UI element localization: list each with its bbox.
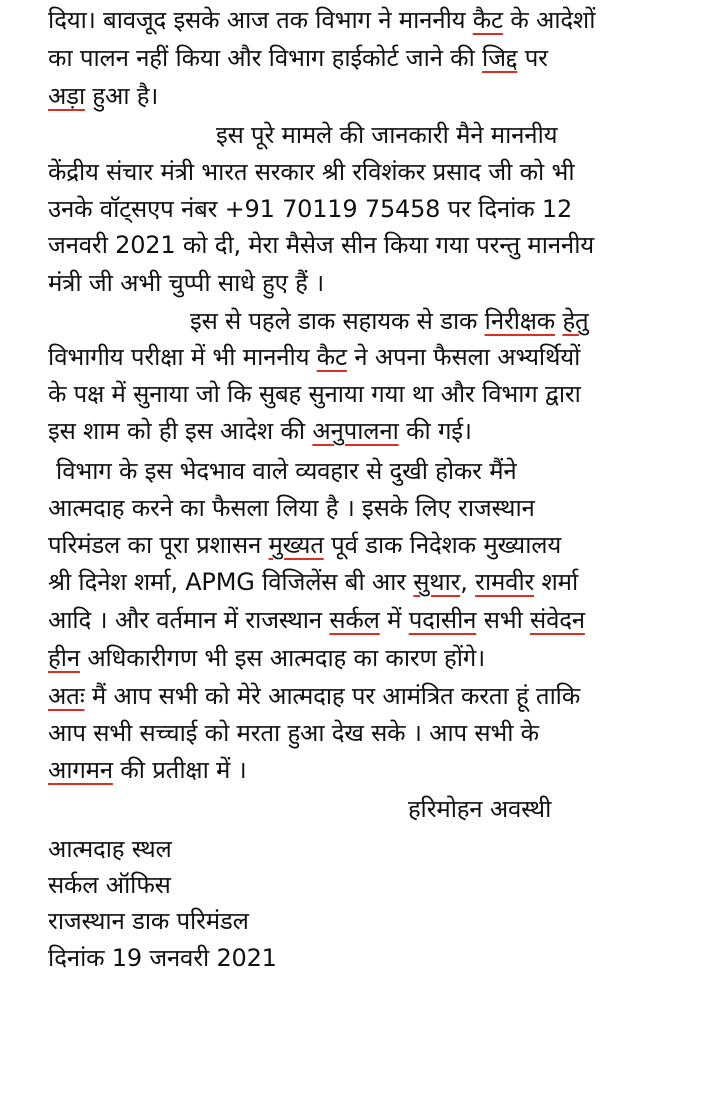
letter-line xyxy=(48,642,485,676)
text-run: जनवरी 2021 को दी, मेरा मैसेज सीन किया गया परन्तु माननीय xyxy=(48,231,594,259)
text-run: आत्मदाह करने का फैसला लिया है । इसके लिए राजस्थान xyxy=(48,494,535,522)
venue-circle xyxy=(48,905,249,939)
spellcheck-flagged-word: आगमन xyxy=(48,756,113,784)
text-run: हरिमोहन अवस्थी xyxy=(408,795,552,823)
letter-line xyxy=(48,680,580,714)
spellcheck-flagged-word: अड़ा xyxy=(48,82,85,110)
text-run: की गई। xyxy=(398,417,472,445)
letter-line xyxy=(56,455,516,489)
text-run: पर xyxy=(517,44,548,72)
signature-name xyxy=(408,793,551,827)
text-run: विभागीय परीक्षा में भी माननीय xyxy=(48,343,317,371)
text-run: इस पूरे मामले की जानकारी मैने माननीय xyxy=(216,121,558,149)
text-run: दिनांक 19 जनवरी 2021 xyxy=(48,944,277,972)
text-run: अधिकारीगण भी इस आत्मदाह का कारण होंगे। xyxy=(79,644,486,672)
text-run: केंद्रीय संचार मंत्री भारत सरकार श्री रविशंकर प्रसाद जी को भी xyxy=(48,158,575,186)
letter-line xyxy=(48,193,572,227)
letter-line xyxy=(48,529,561,563)
letter-line xyxy=(48,80,158,114)
letter-line xyxy=(48,566,578,600)
text-run: आप सभी सच्चाई को मरता हुआ देख सके । आप सभी के xyxy=(48,719,539,747)
text-run: उनके वॉट्सएप नंबर +91 70119 75458 पर दिनांक 12 xyxy=(48,195,573,223)
spellcheck-flagged-word: सर्कल xyxy=(329,606,380,634)
text-run: विभाग के इस भेदभाव वाले व्यवहार से दुखी होकर मैंने xyxy=(56,457,517,485)
letter-line xyxy=(216,119,557,153)
text-run: परिमंडल का पूरा प्रशासन xyxy=(48,531,269,559)
letter-line xyxy=(190,305,589,339)
text-run: आत्मदाह स्थल xyxy=(48,835,172,863)
text-run: राजस्थान डाक परिमंडल xyxy=(48,907,249,935)
letter-line xyxy=(48,341,580,375)
letter-line xyxy=(48,378,581,412)
text-run: , xyxy=(460,568,476,596)
letter-body xyxy=(48,0,700,1098)
spellcheck-flagged-word: मुख्यत xyxy=(268,531,324,559)
text-run: मंत्री जी अभी चुप्पी साधे हुए हैं । xyxy=(48,269,325,297)
text-run: हुआ है। xyxy=(85,82,159,110)
letter-date xyxy=(48,942,277,976)
letter-line xyxy=(48,415,472,449)
letter-line xyxy=(48,4,595,38)
spellcheck-flagged-word: कैट xyxy=(316,343,347,371)
text-run: में xyxy=(379,606,409,634)
text-run: इस शाम को ही इस आदेश की xyxy=(48,417,313,445)
text-run: का पालन नहीं किया और विभाग हाईकोर्ट जाने की xyxy=(48,44,483,72)
letter-line xyxy=(48,754,247,788)
text-run: पूर्व डाक निदेशक मुख्यालय xyxy=(323,531,562,559)
letter-line xyxy=(48,492,535,526)
spellcheck-flagged-word: निरीक्षक xyxy=(484,307,556,335)
spellcheck-flagged-word: अनुपालना xyxy=(312,417,399,445)
letter-line xyxy=(48,229,594,263)
text-run: मैं आप सभी को मेरे आत्मदाह पर आमंत्रित करता हूं ताकि xyxy=(84,682,581,710)
spellcheck-flagged-word: रामवीर xyxy=(475,568,535,596)
text-run: शर्मा xyxy=(534,568,579,596)
text-run: दिया। बावजूद इसके आज तक विभाग ने माननीय xyxy=(48,6,473,34)
text-run: सभी xyxy=(476,606,531,634)
spellcheck-flagged-word: अतः xyxy=(48,682,85,710)
text-run: आदि । और वर्तमान में राजस्थान xyxy=(48,606,330,634)
spellcheck-flagged-word: संवेदन xyxy=(530,606,585,634)
text-run: श्री दिनेश शर्मा, APMG विजिलेंस बी आर xyxy=(48,568,414,596)
spellcheck-flagged-word: हेतु xyxy=(562,307,589,335)
spellcheck-flagged-word: सुथार xyxy=(413,568,461,596)
text-run: के पक्ष में सुनाया जो कि सुबह सुनाया गया था और विभाग द्वारा xyxy=(48,380,581,408)
text-run: इस से पहले डाक सहायक से डाक xyxy=(190,307,485,335)
venue-label xyxy=(48,833,172,867)
spellcheck-flagged-word: जिद्द xyxy=(482,44,518,72)
letter-line xyxy=(48,717,539,751)
text-run: सर्कल ऑफिस xyxy=(48,871,171,899)
letter-line xyxy=(48,42,548,76)
letter-line xyxy=(48,156,574,190)
spellcheck-flagged-word: कैट xyxy=(472,6,503,34)
letter-line xyxy=(48,604,585,638)
spellcheck-flagged-word: हीन xyxy=(48,644,80,672)
letter-line xyxy=(48,267,324,301)
text-run: के आदेशों xyxy=(502,6,596,34)
venue-office xyxy=(48,869,171,903)
text-run: ने अपना फैसला अभ्यर्थियों xyxy=(346,343,581,371)
spellcheck-flagged-word: पदासीन xyxy=(408,606,477,634)
text-run: की प्रतीक्षा में । xyxy=(112,756,247,784)
